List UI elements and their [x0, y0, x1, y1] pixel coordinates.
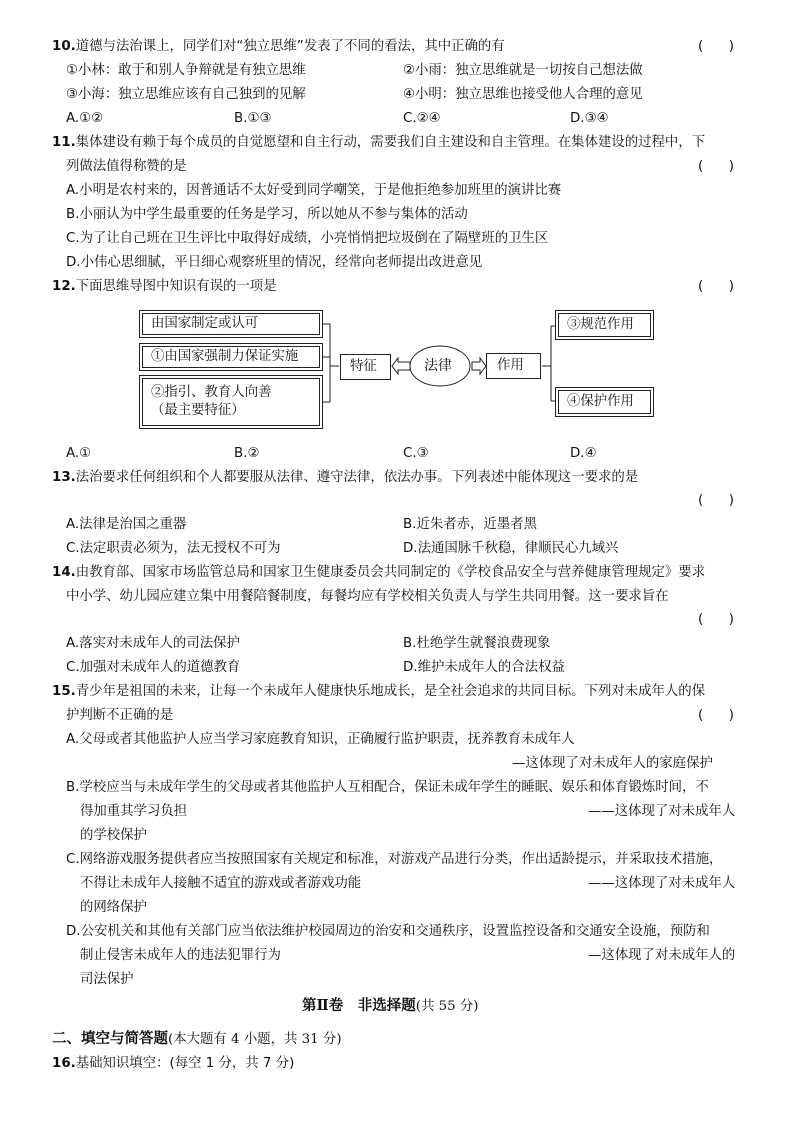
q15-option-a-line-1[interactable]: A.父母或者其他监护人应当学习家庭教育知识，正确履行监护职责，抚养教育未成年人	[66, 732, 575, 747]
mind-map-center-law: 法律	[424, 358, 452, 374]
q11-option-b[interactable]: B.小丽认为中学生最重要的任务是学习，所以她从不参与集体的活动	[66, 207, 468, 222]
q15-option-a-judgement: —这体现了对未成年人的家庭保护	[512, 756, 713, 771]
mind-map-node-guide-educate	[142, 378, 320, 426]
q10-statement-3: ③小海：独立思维应该有自己独到的见解	[66, 87, 306, 102]
q15-option-b-judgement: ——这体现了对未成年人	[588, 804, 736, 819]
q14-option-b[interactable]: B.杜绝学生就餐浪费现象	[403, 636, 551, 651]
mind-map-node-state-coercion	[142, 346, 320, 368]
q15-answer-paren[interactable]: ( )	[698, 708, 734, 723]
q14-stem-line-1	[52, 564, 705, 582]
q10-statement-2: ②小雨：独立思维就是一切按自己想法做	[403, 63, 643, 78]
q15-option-b-line-3: 的学校保护	[80, 828, 147, 843]
mind-map-node-regulate	[558, 313, 651, 337]
q13-stem-line	[52, 469, 638, 487]
q10-option-a[interactable]: A.①②	[66, 111, 104, 126]
q16-stem-line	[52, 1055, 294, 1073]
q15-option-d-line-1[interactable]: D.公安机关和其他有关部门应当依法维护校园周边的治安和交通秩序，设置监控设备和交通安全设施，预防和	[66, 924, 710, 939]
q11-stem-2: 列做法值得称赞的是	[66, 159, 187, 174]
q14-option-a[interactable]: A.落实对未成年人的司法保护	[66, 636, 240, 651]
q14-answer-paren[interactable]: ( )	[698, 612, 734, 627]
q16-stem: 基础知识填空：	[75, 1056, 170, 1071]
q14-stem-2: 中小学、幼儿园应建立集中用餐陪餐制度，每餐均应有学校相关负责人与学生共同用餐。这一要求旨在	[66, 589, 669, 604]
q12-option-b[interactable]: B.②	[234, 446, 260, 461]
mind-map-node-label: ①由国家强制力保证实施	[151, 349, 299, 364]
q12-number: 12.	[52, 279, 76, 294]
q14-number: 14.	[52, 565, 76, 580]
q15-option-c-line-3: 的网络保护	[80, 900, 147, 915]
mind-map-node-label: 作用	[497, 358, 524, 373]
section-two-heading	[52, 1030, 342, 1049]
q11-option-a[interactable]: A.小明是农村来的，因普通话不太好受到同学嘲笑，于是他拒绝参加班里的演讲比赛	[66, 183, 562, 198]
part-two-heading	[302, 997, 479, 1016]
q10-number: 10.	[52, 39, 76, 54]
q10-stem: 道德与法治课上，同学们对“独立思维”发表了不同的看法，其中正确的有	[75, 39, 505, 54]
q13-number: 13.	[52, 470, 76, 485]
mind-map-node-sublabel: （最主要特征）	[151, 403, 245, 418]
mind-map-node-made-by-state	[142, 313, 320, 335]
q15-number: 15.	[52, 684, 76, 699]
q11-option-d[interactable]: D.小伟心思细腻，平日细心观察班里的情况，经常向老师提出改进意见	[66, 255, 483, 270]
q16-number: 16.	[52, 1056, 76, 1071]
q10-option-b[interactable]: B.①③	[234, 111, 272, 126]
mind-map-node-label: 特征	[350, 359, 377, 374]
q12-answer-paren[interactable]: ( )	[698, 279, 734, 294]
q13-option-d[interactable]: D.法通国脉千秋稳，律顺民心九域兴	[403, 541, 619, 556]
mind-map-node-label: 由国家制定或认可	[151, 316, 259, 331]
q13-option-c[interactable]: C.法定职责必须为，法无授权不可为	[66, 541, 281, 556]
part-two-score: (共 55 分)	[415, 999, 479, 1014]
q15-option-d-line-3: 司法保护	[80, 972, 134, 987]
section-two-note: (本大题有 4 小题，共 31 分)	[168, 1032, 342, 1047]
q15-option-c-line-2: 不得让未成年人接触不适宜的游戏或者游戏功能	[80, 876, 362, 891]
q11-option-c[interactable]: C.为了让自己班在卫生评比中取得好成绩，小亮悄悄把垃圾倒在了隔壁班的卫生区	[66, 231, 549, 246]
q15-option-b-line-1[interactable]: B.学校应当与未成年学生的父母或者其他监护人互相配合，保证未成年学生的睡眠、娱乐和体育锻炼时间，不	[66, 780, 709, 795]
mind-map-node-label: ②指引、教育人向善	[151, 385, 272, 400]
q11-answer-paren[interactable]: ( )	[698, 159, 734, 174]
mind-map-node-label: ④保护作用	[567, 394, 634, 409]
q15-stem-1: 青少年是祖国的未来，让每一个未成年人健康快乐地成长，是全社会追求的共同目标。下列对未成年人的保	[75, 684, 706, 699]
q10-option-d[interactable]: D.③④	[570, 111, 609, 126]
mind-map-node-function	[486, 353, 541, 379]
q15-option-d-line-2: 制止侵害未成年人的违法犯罪行为	[80, 948, 281, 963]
q15-option-b-line-2: 得加重其学习负担	[80, 804, 188, 819]
q13-option-b[interactable]: B.近朱者赤，近墨者黑	[403, 517, 537, 532]
q14-stem-1: 由教育部、国家市场监管总局和国家卫生健康委员会共同制定的《学校食品安全与营养健康管理规定》要求	[75, 565, 706, 580]
q12-option-d[interactable]: D.④	[570, 446, 597, 461]
q13-option-a[interactable]: A.法律是治国之重器	[66, 517, 187, 532]
q15-stem-2: 护判断不正确的是	[66, 708, 174, 723]
mind-map-node-protect	[558, 390, 651, 414]
part-two-title: 第Ⅱ卷 非选择题	[302, 997, 416, 1014]
q10-answer-paren[interactable]: ( )	[698, 39, 734, 54]
q15-option-c-judgement: ——这体现了对未成年人	[588, 876, 736, 891]
q13-answer-paren[interactable]: ( )	[698, 493, 734, 508]
q10-statement-4: ④小明：独立思维也接受他人合理的意见	[403, 87, 643, 102]
section-two-title: 二、填空与简答题	[52, 1030, 168, 1047]
q15-stem-line-1	[52, 683, 705, 701]
q14-option-c[interactable]: C.加强对未成年人的道德教育	[66, 660, 241, 675]
q13-stem: 法治要求任何组织和个人都要服从法律、遵守法律，依法办事。下列表述中能体现这一要求的是	[75, 470, 639, 485]
q15-option-d-judgement: —这体现了对未成年人的	[588, 948, 736, 963]
mind-map-node-feature	[340, 354, 391, 380]
q11-number: 11.	[52, 135, 76, 150]
q12-option-a[interactable]: A.①	[66, 446, 92, 461]
mind-map-node-label: ③规范作用	[567, 317, 634, 332]
q15-option-c-line-1[interactable]: C.网络游戏服务提供者应当按照国家有关规定和标准，对游戏产品进行分类，作出适龄提示，并采取技术措施，	[66, 852, 723, 867]
q12-stem: 下面思维导图中知识有误的一项是	[75, 279, 277, 294]
q10-statement-1: ①小林：敢于和别人争辩就是有独立思维	[66, 63, 306, 78]
q16-note: (每空 1 分，共 7 分)	[169, 1056, 295, 1071]
q14-option-d[interactable]: D.维护未成年人的合法权益	[403, 660, 565, 675]
q12-option-c[interactable]: C.③	[403, 446, 429, 461]
q11-stem-1: 集体建设有赖于每个成员的自觉愿望和自主行动，需要我们自主建设和自主管理。在集体建设的过程中，下	[75, 135, 706, 150]
q10-option-c[interactable]: C.②④	[403, 111, 441, 126]
